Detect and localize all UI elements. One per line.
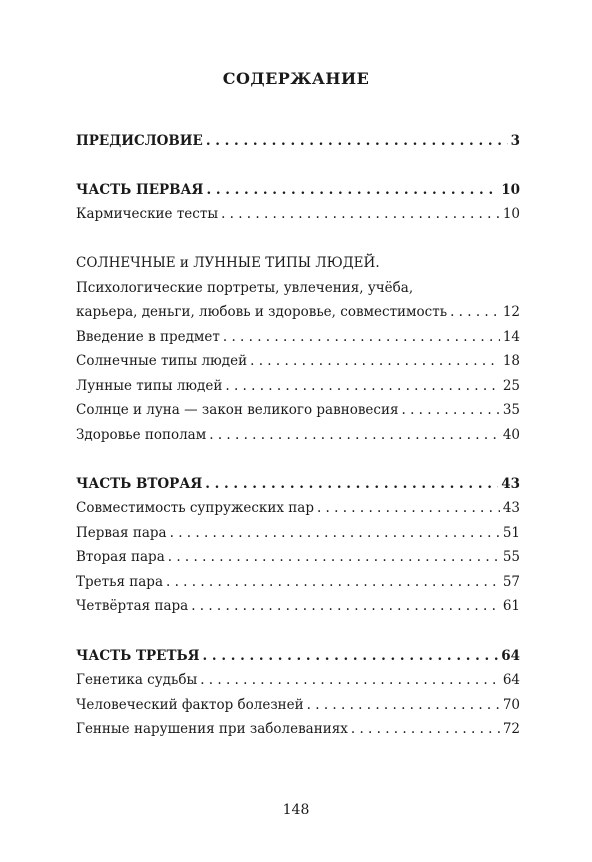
toc-entry-sun-and-moon[interactable] [76, 401, 520, 419]
toc-entry-portraits[interactable] [76, 303, 520, 321]
toc-entry-page: 10 [502, 206, 520, 222]
dot-leader [168, 548, 500, 566]
toc-entry-couple-compatibility[interactable] [76, 499, 520, 517]
toc-entry-page: 40 [502, 427, 520, 443]
toc-entry-page: 25 [502, 378, 520, 394]
toc-entry-label: Солнечные типы людей [76, 353, 248, 369]
toc-entry-page: 43 [501, 476, 520, 492]
toc-entry-label: Вторая пара [76, 549, 165, 565]
toc-entry-human-factor[interactable] [76, 696, 520, 714]
toc-entry-page: 51 [502, 525, 520, 541]
toc-entry-label: ЧАСТЬ ТРЕТЬЯ [76, 648, 200, 664]
dot-leader [209, 426, 500, 444]
dot-leader [317, 499, 500, 517]
toc-entry-page: 18 [502, 353, 520, 369]
toc-entry-page: 3 [510, 133, 520, 149]
dot-leader [221, 205, 500, 223]
dot-leader [205, 475, 498, 493]
toc-entry-page: 10 [501, 182, 520, 198]
toc-entry-introduction[interactable] [76, 328, 520, 346]
toc-entry-page: 43 [502, 500, 520, 516]
dot-leader [225, 377, 499, 395]
toc-entry-page: 72 [502, 721, 520, 737]
dot-leader [351, 720, 500, 738]
dot-leader [307, 696, 500, 714]
toc-entry-subtitle-line: Психологические портреты, увлечения, учёба, [76, 280, 414, 296]
toc-entry-label: Совместимость супружеских пар [76, 500, 314, 516]
dot-leader [203, 647, 499, 665]
toc-entry-solar-types[interactable] [76, 352, 520, 370]
toc-entry-label: Третья пара [76, 574, 163, 590]
toc-entry-label: ПРЕДИСЛОВИЕ [76, 133, 203, 149]
toc-entry-part-one[interactable] [76, 181, 520, 199]
toc-entry-third-couple[interactable] [76, 573, 520, 591]
toc-entry-second-couple[interactable] [76, 548, 520, 566]
toc-entry-page: 35 [502, 402, 520, 418]
toc-entry-label: ЧАСТЬ ВТОРАЯ [76, 476, 203, 492]
toc-entry-page: 61 [502, 598, 520, 614]
toc-entry-label: Человеческий фактор болезней [76, 697, 304, 713]
toc-entry-page: 57 [502, 574, 520, 590]
toc-entry-page: 14 [502, 329, 520, 345]
toc-entry-label: карьера, деньги, любовь и здоровье, совместимость [76, 304, 448, 320]
toc-entry-label: ЧАСТЬ ПЕРВАЯ [76, 182, 204, 198]
dot-leader [166, 573, 500, 591]
toc-entry-page: 55 [502, 549, 520, 565]
dot-leader [450, 303, 500, 321]
toc-section-heading: СОЛНЕЧНЫЕ и ЛУННЫЕ ТИПЫ ЛЮДЕЙ. [76, 255, 380, 271]
toc-entry-page: 64 [501, 648, 520, 664]
toc-entry-label: Введение в предмет [76, 329, 220, 345]
toc-entry-karmic-tests[interactable] [76, 205, 520, 223]
toc-entry-lunar-types[interactable] [76, 377, 520, 395]
toc-entry-label: Солнце и луна — закон великого равновесия [76, 402, 399, 418]
page-number: 148 [282, 802, 310, 818]
dot-leader [191, 597, 500, 615]
toc-entry-label: Первая пара [76, 525, 167, 541]
toc-entry-page: 70 [502, 697, 520, 713]
toc-entry-label: Генные нарушения при заболеваниях [76, 721, 348, 737]
toc-entry-gene-disorders[interactable] [76, 720, 520, 738]
toc-entry-genetics-of-fate[interactable] [76, 671, 520, 689]
page-title: СОДЕРЖАНИЕ [222, 69, 370, 88]
toc-entry-health-halves[interactable] [76, 426, 520, 444]
toc-entry-label: Четвёртая пара [76, 598, 189, 614]
toc-entry-part-two[interactable] [76, 475, 520, 493]
toc-entry-fourth-couple[interactable] [76, 597, 520, 615]
toc-entry-label: Кармические тесты [76, 206, 219, 222]
dot-leader [200, 671, 500, 689]
toc-entry-preface[interactable] [76, 132, 520, 150]
dot-leader [170, 524, 500, 542]
dot-leader [250, 352, 500, 370]
dot-leader [206, 132, 508, 150]
toc-entry-page: 12 [502, 304, 520, 320]
toc-entry-page: 64 [502, 672, 520, 688]
dot-leader [206, 181, 498, 199]
toc-entry-label: Генетика судьбы [76, 672, 198, 688]
toc-entry-part-three[interactable] [76, 647, 520, 665]
dot-leader [402, 401, 500, 419]
toc-entry-label: Лунные типы людей [76, 378, 223, 394]
toc-entry-first-couple[interactable] [76, 524, 520, 542]
dot-leader [223, 328, 500, 346]
toc-entry-label: Здоровье пополам [76, 427, 207, 443]
